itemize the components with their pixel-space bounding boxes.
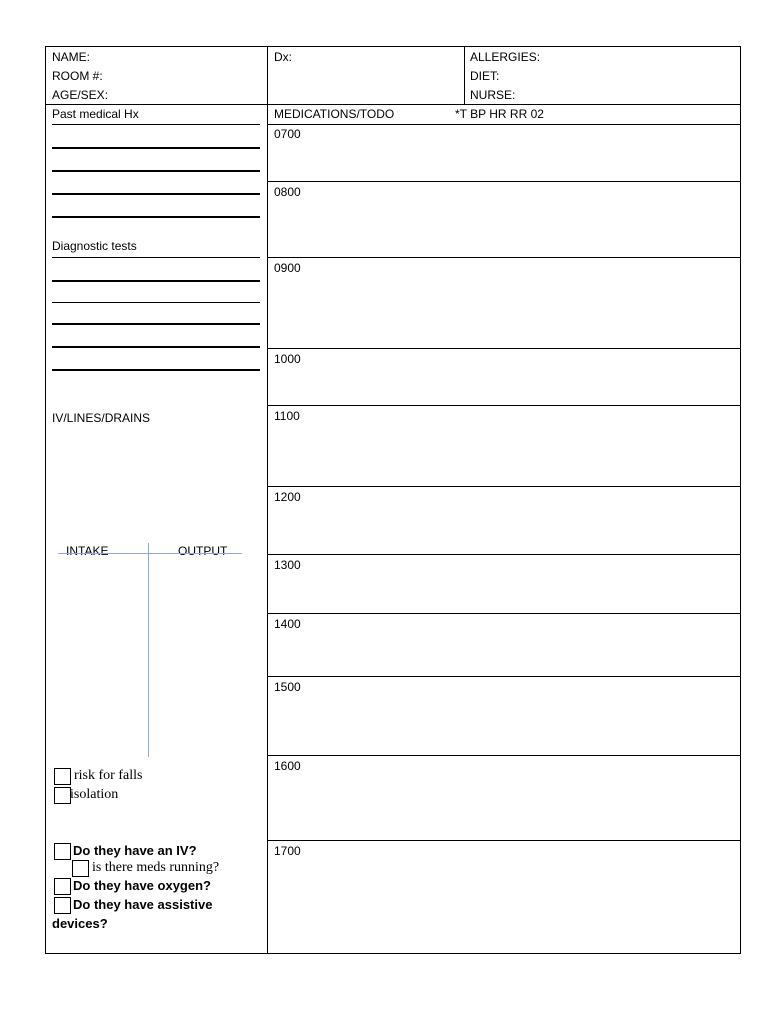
dx-label: Dx:	[274, 50, 292, 64]
time-slot-divider	[267, 348, 740, 349]
assistive-question-label-line2: devices?	[52, 916, 108, 931]
time-slot-divider	[267, 755, 740, 756]
medications-header-divider	[267, 124, 740, 125]
risk-for-falls-label: risk for falls	[74, 768, 143, 783]
diagnostic-blank-line[interactable]	[52, 346, 260, 348]
diet-label: DIET:	[470, 69, 500, 83]
time-slot-divider	[267, 613, 740, 614]
assistive-devices-checkbox[interactable]	[54, 897, 71, 914]
past-medical-hx-heading: Past medical Hx	[52, 107, 139, 121]
nurse-label: NURSE:	[470, 88, 516, 102]
hx-blank-line[interactable]	[52, 170, 260, 172]
time-slot-divider	[267, 840, 740, 841]
diagnostic-blank-line[interactable]	[52, 302, 260, 303]
iv-question-label: Do they have an IV?	[73, 843, 197, 858]
time-slot-divider	[267, 554, 740, 555]
diagnostic-blank-line[interactable]	[52, 280, 260, 282]
hx-blank-line[interactable]	[52, 193, 260, 195]
meds-running-checkbox[interactable]	[72, 860, 89, 877]
meds-running-label: is there meds running?	[92, 860, 220, 875]
oxygen-question-label: Do they have oxygen?	[73, 878, 211, 893]
isolation-checkbox[interactable]	[54, 787, 71, 804]
time-slot-label: 0800	[274, 185, 301, 199]
allergies-label: ALLERGIES:	[470, 50, 541, 64]
time-slot-divider	[267, 676, 740, 677]
time-slot-label: 1500	[274, 680, 301, 694]
iv-checkbox[interactable]	[54, 843, 71, 860]
time-slot-label: 0700	[274, 127, 301, 141]
time-slot-label: 1200	[274, 490, 301, 504]
oxygen-checkbox[interactable]	[54, 878, 71, 895]
assistive-question-label-line1: Do they have assistive	[73, 897, 213, 912]
time-slot-label: 1300	[274, 558, 301, 572]
time-slot-label: 1700	[274, 844, 301, 858]
vitals-heading: *T BP HR RR 02	[455, 107, 544, 121]
time-slot-label: 1600	[274, 759, 301, 773]
hx-blank-line[interactable]	[52, 216, 260, 218]
column-divider-left	[267, 46, 268, 954]
diagnostic-blank-line[interactable]	[52, 369, 260, 371]
time-slot-divider	[267, 257, 740, 258]
diagnostic-tests-underline	[52, 257, 260, 258]
output-label: OUTPUT	[178, 544, 228, 558]
time-slot-label: 0900	[274, 261, 301, 275]
hx-blank-line[interactable]	[52, 147, 260, 149]
time-slot-divider	[267, 181, 740, 182]
medications-todo-heading: MEDICATIONS/TODO	[274, 107, 395, 121]
isolation-label: isolation	[70, 787, 119, 802]
time-slot-label: 1000	[274, 352, 301, 366]
room-label: ROOM #:	[52, 69, 103, 83]
time-slot-label: 1100	[274, 409, 300, 423]
time-slot-divider	[267, 405, 740, 406]
time-slot-divider	[267, 486, 740, 487]
age-sex-label: AGE/SEX:	[52, 88, 109, 102]
column-divider-header	[464, 46, 465, 105]
time-slot-label: 1400	[274, 617, 301, 631]
intake-output-divider-vertical	[148, 543, 149, 757]
risk-for-falls-checkbox[interactable]	[54, 768, 71, 785]
intake-label: INTAKE	[66, 544, 109, 558]
diagnostic-tests-heading: Diagnostic tests	[52, 239, 137, 253]
diagnostic-blank-line[interactable]	[52, 323, 260, 325]
iv-lines-drains-heading: IV/LINES/DRAINS	[52, 411, 151, 425]
intake-output-divider-horizontal	[58, 553, 242, 554]
name-label: NAME:	[52, 50, 91, 64]
form-border	[45, 46, 741, 954]
past-medical-hx-underline	[52, 124, 260, 125]
